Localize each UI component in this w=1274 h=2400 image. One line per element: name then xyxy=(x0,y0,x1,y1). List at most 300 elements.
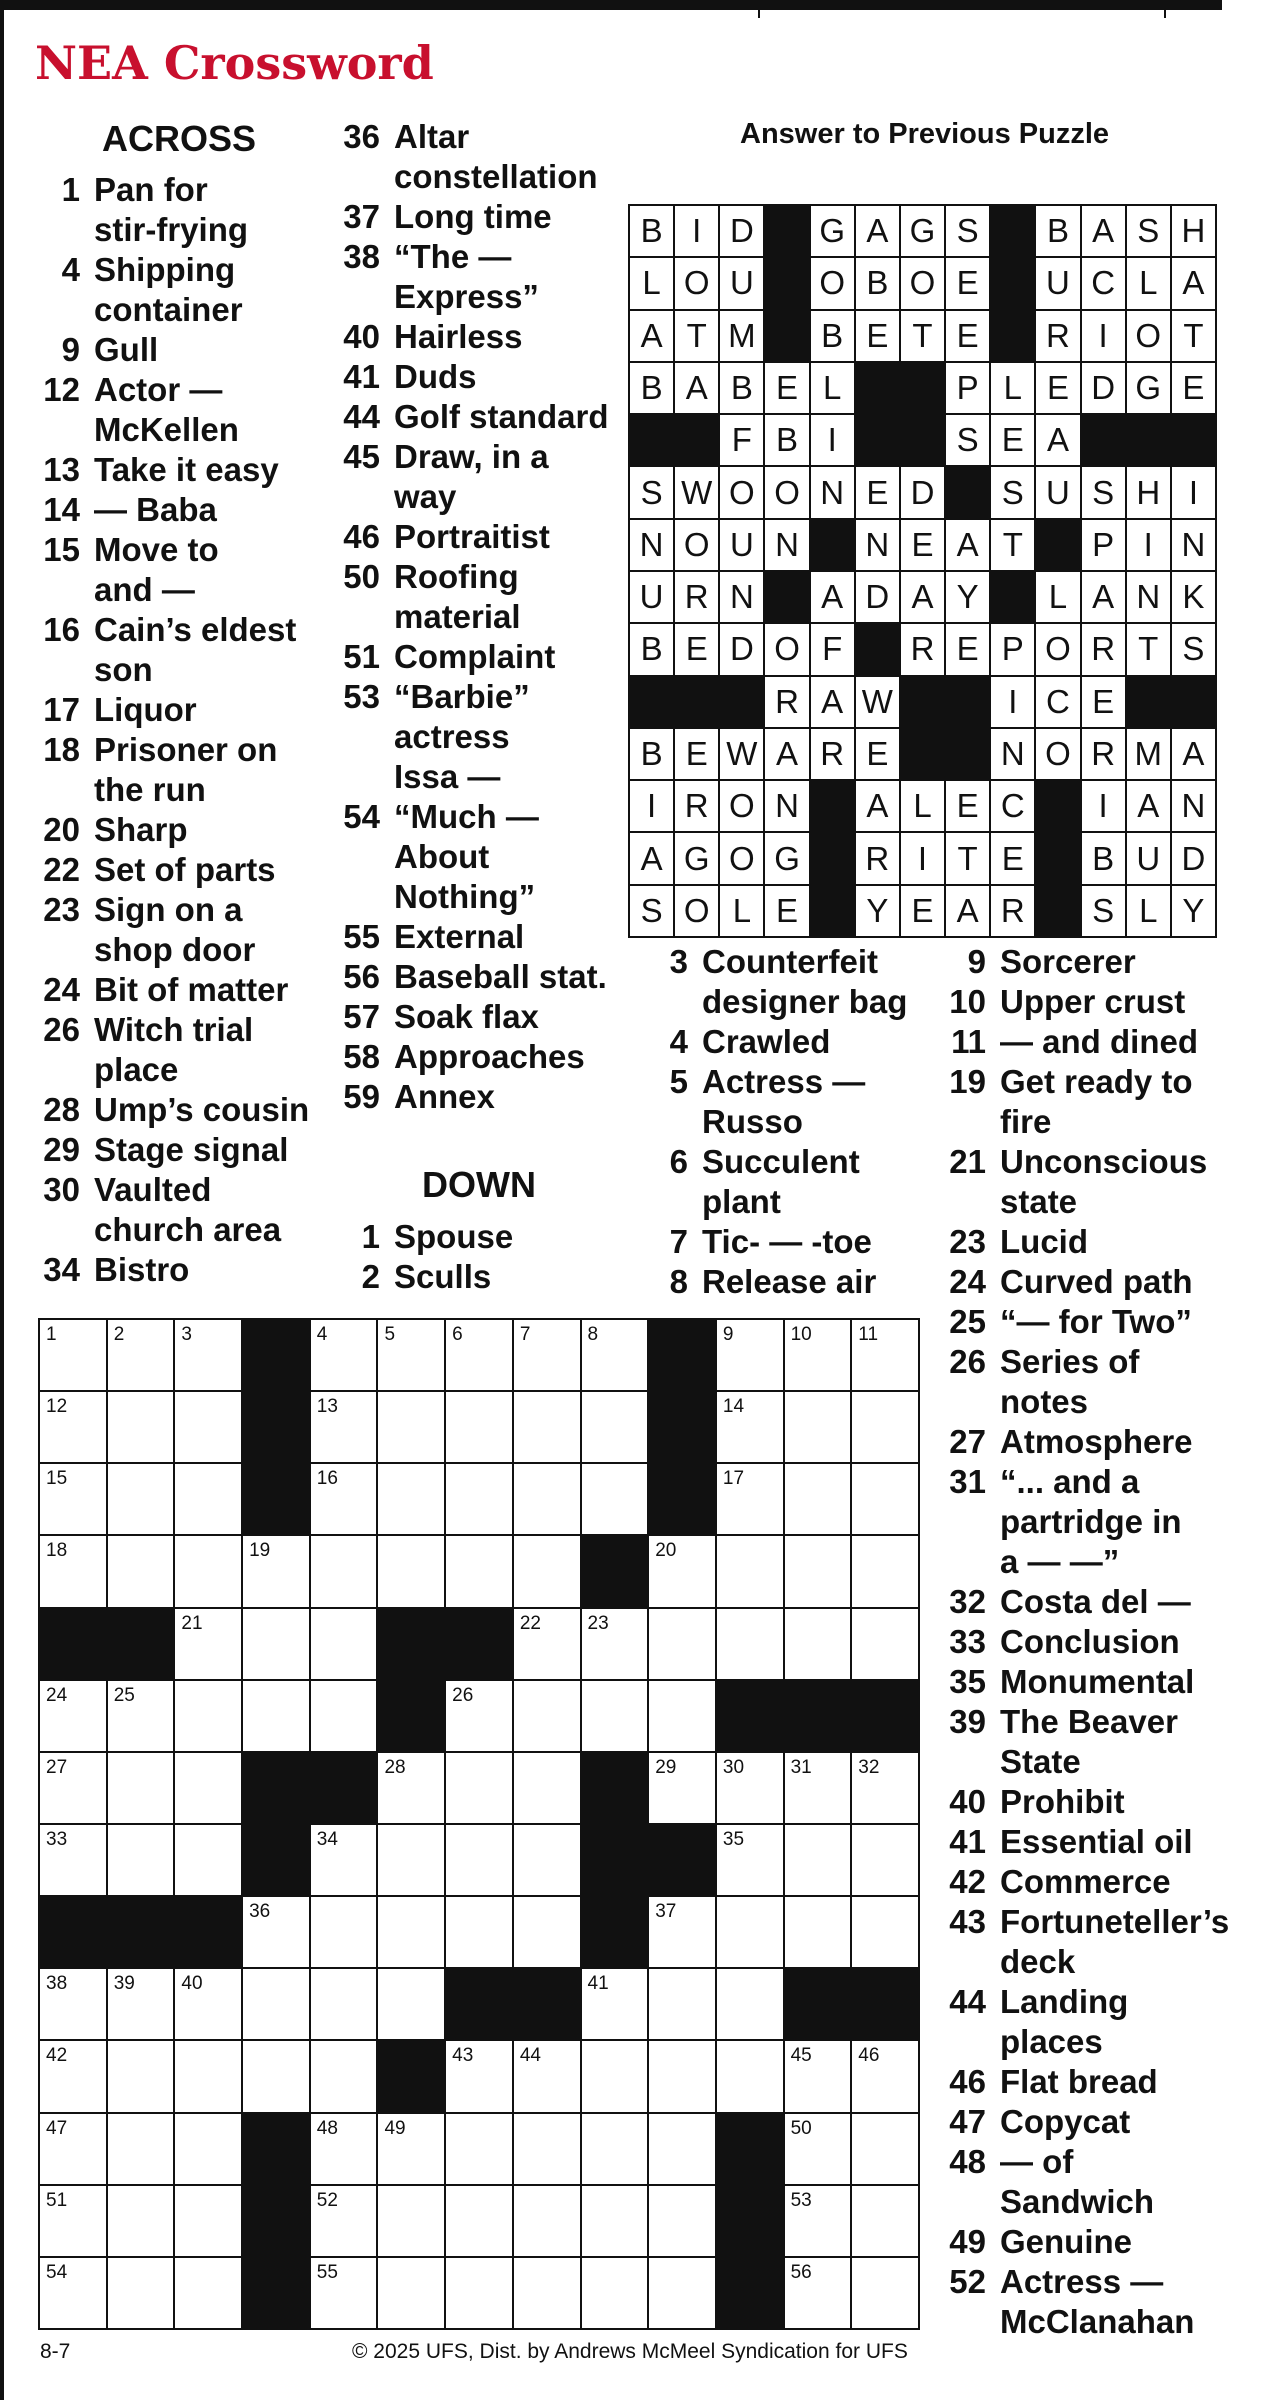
answer-letter: I xyxy=(991,677,1034,727)
answer-letter: G xyxy=(765,833,808,883)
crossword-cell[interactable] xyxy=(852,2186,918,2256)
answer-black-square xyxy=(1127,677,1170,727)
clue-number: 45 xyxy=(343,438,380,475)
crossword-cell[interactable] xyxy=(852,1320,918,1390)
crossword-cell[interactable] xyxy=(175,1392,241,1462)
crossword-cell[interactable] xyxy=(243,1681,309,1751)
crossword-cell[interactable] xyxy=(514,2258,580,2328)
answer-letter: I xyxy=(1127,520,1170,570)
crossword-cell[interactable] xyxy=(175,2041,241,2111)
crossword-cell[interactable] xyxy=(446,1681,512,1751)
crossword-cell[interactable] xyxy=(717,1969,783,2039)
clue-number: 5 xyxy=(669,1063,688,1100)
clue-number: 44 xyxy=(343,398,380,435)
crossword-cell[interactable] xyxy=(514,1681,580,1751)
crossword-cell[interactable] xyxy=(446,1825,512,1895)
crossword-cell[interactable] xyxy=(175,1681,241,1751)
answer-letter: O xyxy=(1036,624,1079,674)
answer-letter: A xyxy=(1172,729,1215,779)
cell-number: 54 xyxy=(46,2261,68,2283)
crossword-cell[interactable] xyxy=(717,1825,783,1895)
crossword-cell[interactable] xyxy=(717,1392,783,1462)
crossword-cell[interactable] xyxy=(649,1753,715,1823)
clue-text: Actress — Russo xyxy=(702,1063,866,1140)
answer-letter: N xyxy=(991,729,1034,779)
cell-number: 36 xyxy=(249,1901,271,1923)
clue-text: Unconscious state xyxy=(1000,1143,1208,1220)
crossword-cell[interactable] xyxy=(582,2041,648,2111)
crossword-cell[interactable] xyxy=(108,1536,174,1606)
answer-letter: B xyxy=(811,311,854,361)
clue-text: Duds xyxy=(394,358,477,395)
clue-number: 54 xyxy=(343,798,380,835)
crossword-cell[interactable] xyxy=(175,1753,241,1823)
crossword-cell[interactable] xyxy=(378,1825,444,1895)
across-heading: ACROSS xyxy=(102,118,257,159)
answer-black-square xyxy=(765,258,808,308)
answer-letter: A xyxy=(946,886,989,936)
clue-number: 23 xyxy=(43,891,80,928)
cell-number: 7 xyxy=(519,1324,531,1345)
answer-black-square xyxy=(765,572,808,622)
across-clue-17 xyxy=(30,690,309,730)
crossword-cell[interactable] xyxy=(785,2186,851,2256)
crossword-cell[interactable] xyxy=(108,1969,174,2039)
crossword-cell[interactable] xyxy=(40,2041,106,2111)
down-clue-44 xyxy=(936,1982,1229,2062)
crossword-cell[interactable] xyxy=(311,2186,377,2256)
crossword-cell[interactable] xyxy=(514,1897,580,1967)
cell-number: 40 xyxy=(181,1973,203,1995)
answer-letter: N xyxy=(765,520,808,570)
answer-letter: B xyxy=(630,624,673,674)
crossword-cell[interactable] xyxy=(243,1609,309,1679)
crossword-cell[interactable] xyxy=(717,1536,783,1606)
crossword-cell[interactable] xyxy=(40,1464,106,1534)
crossword-cell[interactable] xyxy=(649,1536,715,1606)
clue-number: 18 xyxy=(43,731,80,768)
crossword-cell[interactable] xyxy=(514,1320,580,1390)
crossword-cell[interactable] xyxy=(446,2114,512,2184)
crossword-cell[interactable] xyxy=(311,2041,377,2111)
crossword-cell[interactable] xyxy=(717,1609,783,1679)
crossword-cell[interactable] xyxy=(311,1825,377,1895)
crossword-cell[interactable] xyxy=(582,1392,648,1462)
answer-letter: E xyxy=(901,886,944,936)
clue-text: “The — Express” xyxy=(394,238,539,315)
crossword-cell[interactable] xyxy=(175,1464,241,1534)
answer-letter: O xyxy=(1127,311,1170,361)
clue-text: Counterfeit designer bag xyxy=(702,943,908,1020)
crossword-cell[interactable] xyxy=(514,2186,580,2256)
clue-number: 3 xyxy=(669,943,688,980)
crossword-cell[interactable] xyxy=(852,2114,918,2184)
crossword-cell[interactable] xyxy=(446,1464,512,1534)
answer-letter: A xyxy=(901,572,944,622)
crossword-cell[interactable] xyxy=(175,2258,241,2328)
cell-number: 2 xyxy=(113,1324,125,1345)
answer-letter: W xyxy=(856,677,899,727)
crossword-cell[interactable] xyxy=(108,2186,174,2256)
down-clue-1 xyxy=(330,1217,513,1257)
clue-text: Prisoner on the run xyxy=(94,731,278,808)
answer-black-square xyxy=(675,677,718,727)
clue-number: 55 xyxy=(343,918,380,955)
crossword-cell[interactable] xyxy=(40,2114,106,2184)
answer-letter: O xyxy=(720,467,763,517)
crossword-cell[interactable] xyxy=(311,1392,377,1462)
crossword-cell[interactable] xyxy=(378,1536,444,1606)
crossword-cell[interactable] xyxy=(785,1536,851,1606)
crossword-cell[interactable] xyxy=(108,1464,174,1534)
clue-number: 15 xyxy=(43,531,80,568)
crossword-cell[interactable] xyxy=(514,1753,580,1823)
crossword-cell[interactable] xyxy=(378,1969,444,2039)
clue-text: Upper crust xyxy=(1000,983,1186,1020)
answer-letter: L xyxy=(811,363,854,413)
crossword-cell[interactable] xyxy=(108,1392,174,1462)
clue-number: 28 xyxy=(43,1091,80,1128)
crossword-cell[interactable] xyxy=(311,1897,377,1967)
crossword-cell[interactable] xyxy=(717,1464,783,1534)
crossword-cell[interactable] xyxy=(582,1320,648,1390)
answer-letter: E xyxy=(991,415,1034,465)
answer-black-square xyxy=(856,624,899,674)
answer-letter: I xyxy=(901,833,944,883)
cell-number: 51 xyxy=(46,2189,68,2211)
crossword-cell[interactable] xyxy=(311,1969,377,2039)
clue-number: 16 xyxy=(43,611,80,648)
crossword-cell[interactable] xyxy=(785,1464,851,1534)
clue-text: Bistro xyxy=(94,1251,190,1288)
black-square xyxy=(582,1753,648,1823)
answer-letter: I xyxy=(675,206,718,256)
across-clue-36 xyxy=(330,117,609,197)
cell-number: 34 xyxy=(316,1829,338,1850)
clue-number: 42 xyxy=(949,1863,986,1900)
crossword-cell[interactable] xyxy=(378,2114,444,2184)
cell-number: 5 xyxy=(384,1324,396,1345)
answer-letter: W xyxy=(720,729,763,779)
left-rule xyxy=(0,10,4,2400)
across-clue-54 xyxy=(330,797,609,917)
across-clues-column-2 xyxy=(330,117,609,1117)
black-square xyxy=(852,1969,918,2039)
crossword-cell[interactable] xyxy=(852,1825,918,1895)
clue-number: 23 xyxy=(949,1223,986,1260)
clue-number: 34 xyxy=(43,1251,80,1288)
crossword-cell[interactable] xyxy=(378,1464,444,1534)
clue-number: 36 xyxy=(343,118,380,155)
answer-black-square xyxy=(901,415,944,465)
crossword-cell[interactable] xyxy=(852,1536,918,1606)
crossword-cell[interactable] xyxy=(378,1392,444,1462)
across-clue-23 xyxy=(30,890,309,970)
crossword-cell[interactable] xyxy=(785,1320,851,1390)
cell-number: 12 xyxy=(46,1396,68,1418)
across-clue-34 xyxy=(30,1250,309,1290)
down-heading: DOWN xyxy=(422,1164,536,1205)
answer-letter: P xyxy=(1082,520,1125,570)
crossword-cell[interactable] xyxy=(108,1825,174,1895)
crossword-cell[interactable] xyxy=(175,1609,241,1679)
crossword-cell[interactable] xyxy=(785,1825,851,1895)
crossword-cell[interactable] xyxy=(108,2258,174,2328)
crossword-cell[interactable] xyxy=(785,2114,851,2184)
crossword-cell[interactable] xyxy=(446,1392,512,1462)
answer-letter: Y xyxy=(1172,886,1215,936)
crossword-cell[interactable] xyxy=(243,1897,309,1967)
black-square xyxy=(582,1536,648,1606)
cell-number: 43 xyxy=(452,2045,474,2067)
crossword-cell[interactable] xyxy=(378,1320,444,1390)
crossword-cell[interactable] xyxy=(717,1897,783,1967)
answer-black-square xyxy=(811,886,854,936)
clue-text: Gull xyxy=(94,331,159,368)
crossword-cell[interactable] xyxy=(243,1536,309,1606)
crossword-cell[interactable] xyxy=(785,2041,851,2111)
crossword-cell[interactable] xyxy=(40,2186,106,2256)
answer-letter: H xyxy=(1172,206,1215,256)
answer-black-square xyxy=(675,415,718,465)
crossword-cell[interactable] xyxy=(378,1753,444,1823)
crossword-cell[interactable] xyxy=(446,1320,512,1390)
answer-letter: A xyxy=(630,833,673,883)
crossword-cell[interactable] xyxy=(582,2258,648,2328)
crossword-cell[interactable] xyxy=(175,2114,241,2184)
crossword-cell[interactable] xyxy=(717,1753,783,1823)
answer-letter: Y xyxy=(856,886,899,936)
across-clue-51 xyxy=(330,637,609,677)
cell-number: 45 xyxy=(790,2045,812,2067)
crossword-cell[interactable] xyxy=(514,2114,580,2184)
crossword-cell[interactable] xyxy=(785,1392,851,1462)
clue-text: — Baba xyxy=(94,491,217,528)
crossword-cell[interactable] xyxy=(40,1681,106,1751)
clue-number: 31 xyxy=(949,1463,986,1500)
black-square xyxy=(378,2041,444,2111)
clue-number: 21 xyxy=(949,1143,986,1180)
across-clue-16 xyxy=(30,610,309,690)
crossword-cell[interactable] xyxy=(311,1536,377,1606)
crossword-cell[interactable] xyxy=(785,1609,851,1679)
crossword-cell[interactable] xyxy=(108,2114,174,2184)
answer-letter: R xyxy=(856,833,899,883)
crossword-cell[interactable] xyxy=(311,2114,377,2184)
answer-letter: I xyxy=(1082,311,1125,361)
across-clue-40 xyxy=(330,317,609,357)
clue-text: Get ready to fire xyxy=(1000,1063,1193,1140)
black-square xyxy=(649,1320,715,1390)
crossword-cell[interactable] xyxy=(852,1897,918,1967)
answer-letter: N xyxy=(1172,781,1215,831)
clue-text: Approaches xyxy=(394,1038,585,1075)
crossword-cell[interactable] xyxy=(852,2041,918,2111)
crossword-cell[interactable] xyxy=(311,2258,377,2328)
answer-letter: U xyxy=(630,572,673,622)
clue-text: Prohibit xyxy=(1000,1783,1125,1820)
crossword-cell[interactable] xyxy=(514,1464,580,1534)
crossword-cell[interactable] xyxy=(582,2186,648,2256)
crossword-cell[interactable] xyxy=(243,1969,309,2039)
crossword-cell[interactable] xyxy=(514,2041,580,2111)
crossword-cell[interactable] xyxy=(108,1753,174,1823)
crossword-cell[interactable] xyxy=(108,1320,174,1390)
down-clue-33 xyxy=(936,1622,1229,1662)
crossword-cell[interactable] xyxy=(852,1609,918,1679)
crossword-cell[interactable] xyxy=(243,2041,309,2111)
answer-letter: T xyxy=(946,833,989,883)
clue-number: 22 xyxy=(43,851,80,888)
crossword-cell[interactable] xyxy=(649,1681,715,1751)
crossword-cell[interactable] xyxy=(446,2186,512,2256)
cell-number: 8 xyxy=(587,1324,599,1345)
answer-black-square xyxy=(1127,415,1170,465)
answer-black-square xyxy=(856,415,899,465)
crossword-cell[interactable] xyxy=(311,1681,377,1751)
clue-text: Take it easy xyxy=(94,451,279,488)
crossword-cell[interactable] xyxy=(175,1320,241,1390)
clue-number: 56 xyxy=(343,958,380,995)
cell-number: 15 xyxy=(46,1468,68,1490)
answer-letter: O xyxy=(1036,729,1079,779)
crossword-cell[interactable] xyxy=(582,1464,648,1534)
crossword-cell[interactable] xyxy=(175,2186,241,2256)
crossword-cell[interactable] xyxy=(514,1392,580,1462)
crossword-cell[interactable] xyxy=(852,1464,918,1534)
crossword-cell[interactable] xyxy=(378,1897,444,1967)
clue-number: 46 xyxy=(949,2063,986,2100)
answer-letter: S xyxy=(1172,624,1215,674)
answer-letter: H xyxy=(1127,467,1170,517)
crossword-cell[interactable] xyxy=(717,2041,783,2111)
crossword-cell[interactable] xyxy=(514,1609,580,1679)
crossword-cell[interactable] xyxy=(852,1392,918,1462)
clue-text: Bit of matter xyxy=(94,971,289,1008)
crossword-cell[interactable] xyxy=(514,1536,580,1606)
answer-letter: E xyxy=(1172,363,1215,413)
answer-letter: A xyxy=(811,572,854,622)
crossword-cell[interactable] xyxy=(649,1897,715,1967)
crossword-cell[interactable] xyxy=(175,1969,241,2039)
crossword-cell[interactable] xyxy=(785,1897,851,1967)
crossword-cell[interactable] xyxy=(649,1969,715,2039)
crossword-cell[interactable] xyxy=(582,1681,648,1751)
cell-number: 13 xyxy=(316,1396,338,1418)
crossword-cell[interactable] xyxy=(582,1969,648,2039)
crossword-cell[interactable] xyxy=(40,1753,106,1823)
black-square xyxy=(649,1392,715,1462)
answer-letter: S xyxy=(946,206,989,256)
cell-number: 41 xyxy=(587,1973,609,1995)
crossword-cell[interactable] xyxy=(40,1825,106,1895)
crossword-cell[interactable] xyxy=(175,1536,241,1606)
answer-letter: E xyxy=(675,624,718,674)
clue-number: 1 xyxy=(361,1218,380,1255)
cell-number: 11 xyxy=(858,1324,879,1345)
cell-number: 56 xyxy=(790,2261,812,2283)
crossword-cell[interactable] xyxy=(852,2258,918,2328)
answer-letter: L xyxy=(1127,258,1170,308)
crossword-cell[interactable] xyxy=(582,1609,648,1679)
answer-letter: S xyxy=(1127,206,1170,256)
black-square xyxy=(717,2258,783,2328)
crossword-cell[interactable] xyxy=(649,2258,715,2328)
answer-letter: E xyxy=(901,520,944,570)
crossword-cell[interactable] xyxy=(40,1536,106,1606)
crossword-cell[interactable] xyxy=(40,2258,106,2328)
clue-text: Fortuneteller’s deck xyxy=(1000,1903,1230,1980)
answer-letter: F xyxy=(811,624,854,674)
crossword-cell[interactable] xyxy=(378,2186,444,2256)
clue-number: 26 xyxy=(949,1343,986,1380)
cell-number: 26 xyxy=(452,1684,474,1706)
answer-letter: R xyxy=(1082,624,1125,674)
answer-letter: C xyxy=(1082,258,1125,308)
answer-letter: L xyxy=(630,258,673,308)
crossword-cell[interactable] xyxy=(649,2114,715,2184)
answer-letter: O xyxy=(811,258,854,308)
clue-text: Sharp xyxy=(94,811,188,848)
crossword-cell[interactable] xyxy=(40,1320,106,1390)
crossword-cell[interactable] xyxy=(40,1392,106,1462)
crossword-cell[interactable] xyxy=(649,1609,715,1679)
across-clue-24 xyxy=(30,970,309,1010)
crossword-cell[interactable] xyxy=(446,2041,512,2111)
across-clue-1 xyxy=(30,170,309,250)
answer-letter: B xyxy=(856,258,899,308)
clue-number: 27 xyxy=(949,1423,986,1460)
crossword-cell[interactable] xyxy=(311,1464,377,1534)
clue-number: 30 xyxy=(43,1171,80,1208)
crossword-cell[interactable] xyxy=(852,1753,918,1823)
crossword-cell[interactable] xyxy=(311,1609,377,1679)
answer-black-square xyxy=(991,572,1034,622)
down-clue-49 xyxy=(936,2222,1229,2262)
clue-text: Sorcerer xyxy=(1000,943,1136,980)
crossword-cell[interactable] xyxy=(108,2041,174,2111)
across-clue-12 xyxy=(30,370,309,450)
crossword-cell[interactable] xyxy=(649,2186,715,2256)
down-clue-26 xyxy=(936,1342,1229,1422)
crossword-cell[interactable] xyxy=(446,1897,512,1967)
crossword-cell[interactable] xyxy=(785,1753,851,1823)
across-clue-56 xyxy=(330,957,609,997)
crossword-cell[interactable] xyxy=(446,1753,512,1823)
crossword-cell[interactable] xyxy=(40,1969,106,2039)
crossword-cell[interactable] xyxy=(514,1825,580,1895)
crossword-cell[interactable] xyxy=(446,1536,512,1606)
clue-text: Witch trial place xyxy=(94,1011,254,1088)
crossword-cell[interactable] xyxy=(446,2258,512,2328)
crossword-cell[interactable] xyxy=(108,1681,174,1751)
answer-black-square xyxy=(1172,415,1215,465)
crossword-cell[interactable] xyxy=(311,1320,377,1390)
crossword-cell[interactable] xyxy=(649,2041,715,2111)
clue-text: Lucid xyxy=(1000,1223,1088,1260)
answer-black-square xyxy=(991,206,1034,256)
answer-letter: U xyxy=(720,258,763,308)
crossword-cell[interactable] xyxy=(378,2258,444,2328)
crossword-cell[interactable] xyxy=(717,1320,783,1390)
crossword-cell[interactable] xyxy=(175,1825,241,1895)
crossword-cell[interactable] xyxy=(582,2114,648,2184)
down-clue-21 xyxy=(936,1142,1229,1222)
crossword-cell[interactable] xyxy=(785,2258,851,2328)
top-rule xyxy=(0,0,1222,10)
black-square xyxy=(649,1464,715,1534)
answer-letter: N xyxy=(765,781,808,831)
